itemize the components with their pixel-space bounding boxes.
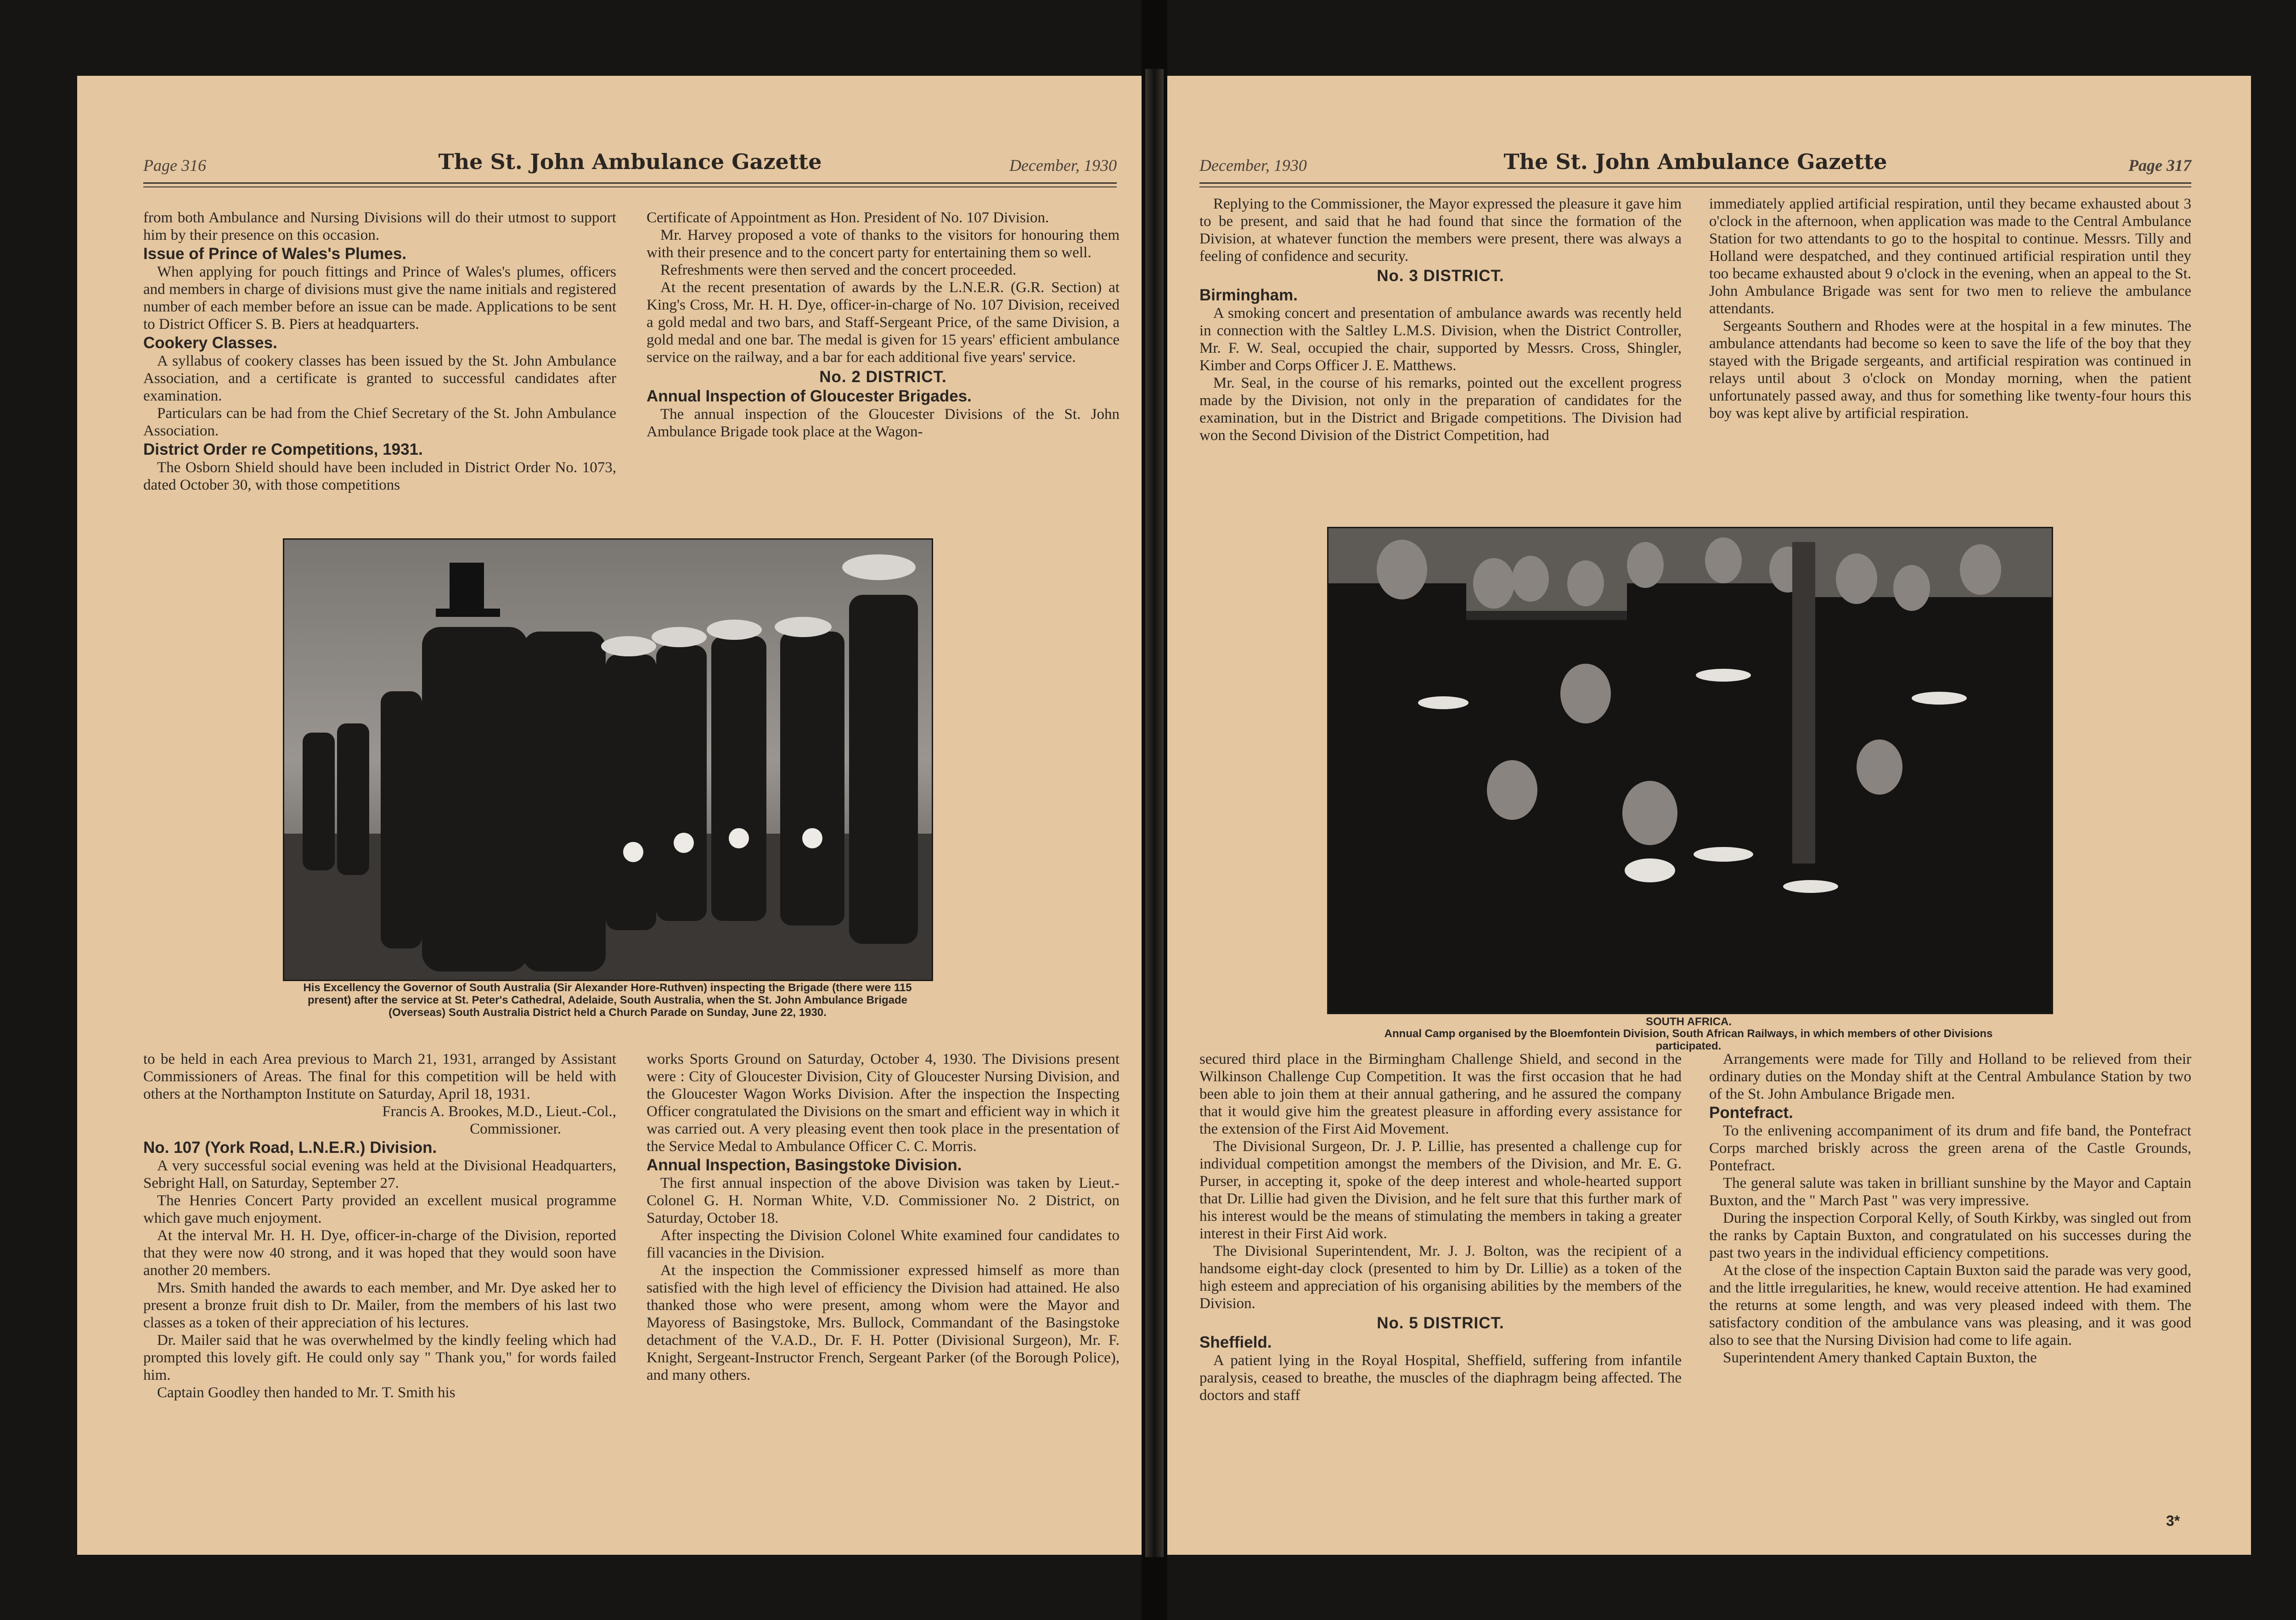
photo-image bbox=[1328, 528, 2052, 1013]
left-page bbox=[77, 76, 1142, 1555]
paragraph: immediately applied artificial respiration, until they became exhausted about 3 o'clock in the afternoon, when application was made to the Central Ambulance Station for two attendants to go to the hospital to continue. Messrs. Tilly and Holland were despatched, and they continued artificial respiration until they too became exhausted about 9 o'clock in the evening, when an appeal to the St. John Ambulance Brigade was sent for two men to relieve the ambulance attendants. bbox=[1709, 196, 2191, 317]
photo-image bbox=[284, 540, 932, 980]
paragraph: Refreshments were then served and the concert proceeded. bbox=[660, 262, 1017, 278]
right-page bbox=[1167, 76, 2251, 1555]
signature-mark: 3* bbox=[2166, 1513, 2180, 1529]
south-africa-caption-title: SOUTH AFRICA. bbox=[1645, 1016, 1732, 1028]
paragraph: To the enlivening accompaniment of its drum and fife band, the Pontefract Corps marched briskly across the green arena of the Castle Grounds, Pontefract. bbox=[1709, 1123, 2191, 1174]
paragraph: secured third place in the Birmingham Challenge Shield, and second in the Wilkinson Challenge Cup Competition. It was the first occasion that he had been able to join them at their annual gathering, and he assured the company that it would give him the greatest pleasure in affording every assistance for the extension of the First Aid Movement. bbox=[1199, 1051, 1682, 1137]
paragraph: At the interval Mr. H. H. Dye, officer-in-charge of the Division, reported that they were now 40 strong, and it was hoped that they would soon have another 20 members. bbox=[143, 1227, 616, 1279]
district-heading: No. 3 DISTRICT. bbox=[1377, 267, 1504, 285]
paragraph: Superintendent Amery thanked Captain Buxton, the bbox=[1723, 1349, 2037, 1366]
header-rule bbox=[143, 182, 1117, 187]
right-column-1-bottom bbox=[1199, 1050, 1682, 1528]
left-column-2-bottom bbox=[647, 1050, 1120, 1528]
paragraph: The annual inspection of the Gloucester Divisions of the St. John Ambulance Brigade took place at the Wagon- bbox=[647, 406, 1120, 440]
section-heading: Sheffield. bbox=[1199, 1333, 1272, 1351]
south-africa-photo-caption: Annual Camp organised by the Bloemfontein Division, South African Railways, in which members of other Divisions participated. bbox=[1384, 1027, 1993, 1052]
paragraph: At the inspection the Commissioner expressed himself as more than satisfied with the high level of efficiency the Division had attained. He also thanked those who were present, among whom were the Mayor and Mayoress of Basingstoke, Mrs. Bullock, Commandant of the Basingstoke detachment of the V.A.D., Dr. F. H. Potter (Divisional Surgeon), Mr. F. Knight, Sergeant-Instructor French, Sergeant Parker (of the Borough Police), and many others. bbox=[647, 1262, 1120, 1383]
section-heading: No. 107 (York Road, L.N.E.R.) Division. bbox=[143, 1139, 437, 1157]
paragraph: Dr. Mailer said that he was overwhelmed by the kindly feeling which had prompted this lovely gift. He could only say " Thank you," for words failed him. bbox=[143, 1332, 616, 1383]
south-africa-camp-photo bbox=[1327, 527, 2053, 1014]
right-column-2-bottom bbox=[1709, 1050, 2191, 1528]
header-rule bbox=[1199, 182, 2191, 187]
left-column-1-top bbox=[143, 209, 616, 586]
paragraph: Mr. Seal, in the course of his remarks, pointed out the excellent progress made by the Division, not only in the preparation of candidates for the examination, but in the District and Brigade competitions. The Division had won the Second Division of the District Competition, had bbox=[1199, 375, 1682, 444]
paragraph: Particulars can be had from the Chief Secretary of the St. John Ambulance Association. bbox=[143, 405, 616, 439]
paragraph: The Osborn Shield should have been included in District Order No. 1073, dated October 30, with those competitions bbox=[143, 459, 616, 493]
section-heading: Birmingham. bbox=[1199, 286, 1298, 304]
paragraph: Certificate of Appointment as Hon. President of No. 107 Division. bbox=[647, 209, 1049, 226]
paragraph: works Sports Ground on Saturday, October 4, 1930. The Divisions present were : City of Gloucester Division, City of Gloucester Nursing Division, and the Gloucester Wagon Works Division. After the inspection the Inspecting Officer congratulated the Divisions on the smart and efficient way in which it was carried out. A very pleasing event then took place in the presentation of the Service Medal to Ambulance Officer C. C. Morris. bbox=[647, 1051, 1120, 1155]
section-heading: Annual Inspection of Gloucester Brigades. bbox=[647, 387, 972, 405]
left-page-header bbox=[143, 149, 1117, 181]
paragraph: to be held in each Area previous to March 21, 1931, arranged by Assistant Commissioners of Areas. The final for this competition will be held with others at the Northampton Institute on Saturday, April 18, 1931. bbox=[143, 1051, 616, 1102]
paragraph: A syllabus of cookery classes has been issued by the St. John Ambulance Association, and a certificate is granted to successful candidates after examination. bbox=[143, 353, 616, 404]
binding-spine bbox=[1145, 69, 1164, 1557]
issue-date: December, 1930 bbox=[1009, 156, 1117, 175]
paragraph: At the close of the inspection Captain Buxton said the parade was very good, and the little irregularities, he knew, would receive attention. He had examined the returns at some length, and was very pleased indeed with them. The satisfactory condition of the ambulance vans was pleasing, and it was good also to see that the Nursing Division had come to life again. bbox=[1709, 1262, 2191, 1349]
paragraph: During the inspection Corporal Kelly, of South Kirkby, was singled out from the ranks by Captain Buxton, and congratulated on his successes during the past two years in the individual efficiency competitions. bbox=[1709, 1210, 2191, 1261]
signature-line: Francis A. Brookes, M.D., Lieut.-Col., bbox=[382, 1103, 616, 1120]
signature-title: Commissioner. bbox=[470, 1121, 561, 1137]
paragraph: The Divisional Superintendent, Mr. J. J. Bolton, was the recipient of a handsome eight-day clock (presented to him by Dr. Lillie) as a token of the high esteem and appreciation of his organising abilities by the members of the Division. bbox=[1199, 1243, 1682, 1312]
paragraph: Mrs. Smith handed the awards to each member, and Mr. Dye asked her to present a bronze fruit dish to Dr. Mailer, from the members of his last two classes as a token of their appreciation of his lectures. bbox=[143, 1280, 616, 1331]
left-column-1-bottom bbox=[143, 1050, 616, 1528]
section-heading: Issue of Prince of Wales's Plumes. bbox=[143, 245, 407, 263]
section-heading: Annual Inspection, Basingstoke Division. bbox=[647, 1156, 962, 1174]
governor-photo-caption: His Excellency the Governor of South Australia (Sir Alexander Hore-Ruthven) inspecting the Brigade (there were 115 present) after the service at St. Peter's Cathedral, Adelaide, South Australia, when the St. John Ambulance Brigade (Overseas) South Australia District held a Church Parade on Sunday, June 22, 1930. bbox=[303, 982, 912, 1019]
paragraph: Captain Goodley then handed to Mr. T. Smith his bbox=[157, 1384, 456, 1401]
paragraph: After inspecting the Division Colonel White examined four candidates to fill vacancies in the Division. bbox=[647, 1227, 1120, 1261]
paragraph: from both Ambulance and Nursing Divisions will do their utmost to support him by their presence on this occasion. bbox=[143, 209, 616, 243]
paragraph: The Henries Concert Party provided an excellent musical programme which gave much enjoyment. bbox=[143, 1192, 616, 1226]
right-page-header bbox=[1199, 149, 2191, 181]
paragraph: The Divisional Surgeon, Dr. J. P. Lillie, has presented a challenge cup for individual competition amongst the members of the Division, and Mr. E. G. Purser, in accepting it, spoke of the deep interest and whole-hearted support that Dr. Lillie had given the Division, and he felt sure that this further mark of his interest would be the means of stimulating the members in taking a greater interest in their First Aid work. bbox=[1199, 1138, 1682, 1242]
paragraph: A patient lying in the Royal Hospital, Sheffield, suffering from infantile paralysis, ceased to breathe, the muscles of the diaphragm being affected. The doctors and staff bbox=[1199, 1352, 1682, 1404]
paragraph: Arrangements were made for Tilly and Holland to be relieved from their ordinary duties on the Monday shift at the Central Ambulance Station by two of the St. John Ambulance Brigade men. bbox=[1709, 1051, 2191, 1102]
right-column-2-top bbox=[1709, 195, 2191, 581]
paragraph: Replying to the Commissioner, the Mayor expressed the pleasure it gave him to be present, and said that he had found that since the formation of the Division, at whatever function the members were present, there was always a feeling of confidence and security. bbox=[1199, 196, 1682, 265]
issue-date: December, 1930 bbox=[1199, 156, 1307, 175]
paragraph: Sergeants Southern and Rhodes were at the hospital in a few minutes. The ambulance attendants had become so keen to save the life of the boy that they stayed with the Brigade sergeants, and artificial respiration was continued in relays until about 3 o'clock on Monday morning, when the patient unfortunately passed away, and thus for something like twenty-four hours this boy was kept alive by artificial respiration. bbox=[1709, 318, 2191, 422]
paragraph: A smoking concert and presentation of ambulance awards was recently held in connection with the Saltley L.M.S. Division, when the District Controller, Mr. F. W. Seal, occupied the chair, supported by Messrs. Cross, Shingler, Kimber and Corps Officer J. E. Matthews. bbox=[1199, 305, 1682, 374]
paragraph: Mr. Harvey proposed a vote of thanks to the visitors for honouring them with their presence and to the concert party for entertaining them so well. bbox=[647, 227, 1120, 261]
page-number: Page 316 bbox=[143, 156, 206, 175]
section-heading: District Order re Competitions, 1931. bbox=[143, 440, 423, 458]
district-heading: No. 5 DISTRICT. bbox=[1377, 1314, 1504, 1332]
masthead: The St. John Ambulance Gazette bbox=[1503, 149, 1887, 174]
section-heading: Cookery Classes. bbox=[143, 334, 277, 352]
page-number: Page 317 bbox=[2128, 156, 2191, 175]
paragraph: The general salute was taken in brilliant sunshine by the Mayor and Captain Buxton, and the " March Past " was very impressive. bbox=[1709, 1175, 2191, 1209]
district-heading: No. 2 DISTRICT. bbox=[819, 368, 947, 386]
paragraph: A very successful social evening was held at the Divisional Headquarters, Sebright Hall, on Saturday, September 27. bbox=[143, 1157, 616, 1191]
governor-inspection-photo bbox=[283, 538, 933, 981]
paragraph: When applying for pouch fittings and Prince of Wales's plumes, officers and members in charge of divisions must give the name initials and registered number of each member before an issue can be made. Applications to be sent to District Officer S. B. Piers at headquarters. bbox=[143, 264, 616, 333]
paragraph: At the recent presentation of awards by the L.N.E.R. (G.R. Section) at King's Cross, Mr. H. H. Dye, officer-in-charge of No. 107 Division, received a gold medal and two bars, and Staff-Sergeant Price, of the same Division, a gold medal and one bar. The medal is given for 15 years' efficient ambulance service on the railway, and a bar for each additional five years' service. bbox=[647, 279, 1120, 366]
right-column-1-top bbox=[1199, 195, 1682, 581]
masthead: The St. John Ambulance Gazette bbox=[438, 149, 822, 174]
left-column-2-top bbox=[647, 209, 1120, 586]
paragraph: The first annual inspection of the above Division was taken by Lieut.-Colonel G. H. Norman White, V.D. Commissioner No. 2 District, on Saturday, October 18. bbox=[647, 1175, 1120, 1226]
section-heading: Pontefract. bbox=[1709, 1104, 1793, 1122]
